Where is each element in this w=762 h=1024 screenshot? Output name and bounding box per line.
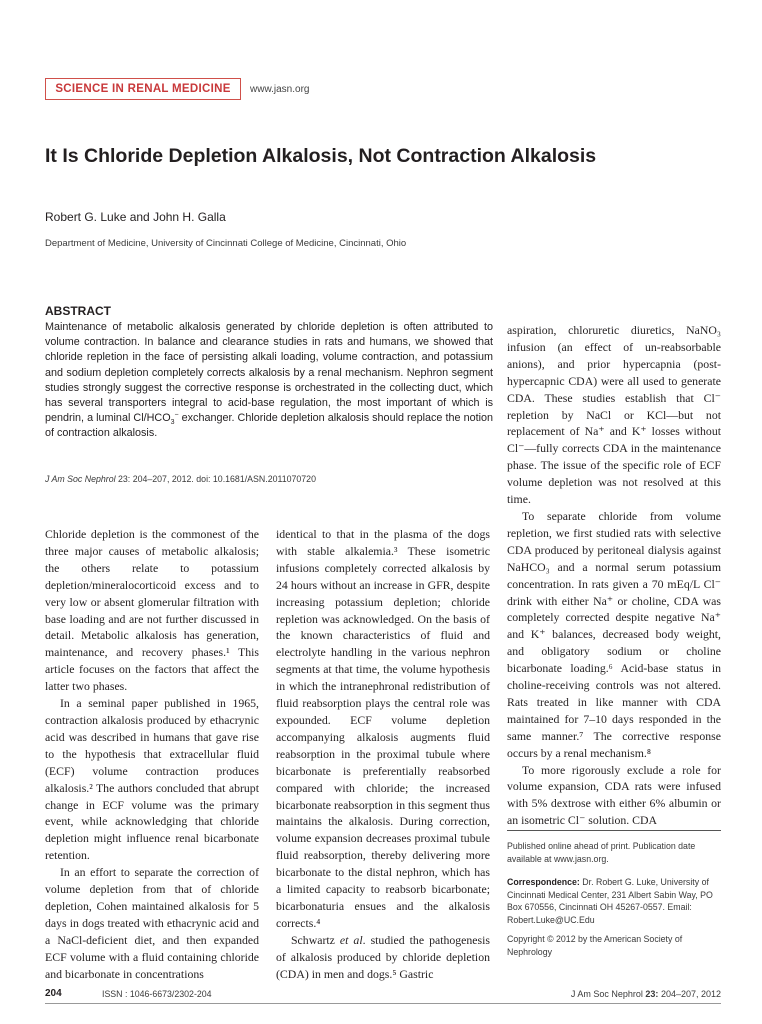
body-paragraph: In an effort to separate the correction of volume depletion from that of chloride depletion, Cohen maintained alkalosis for 5 days in dogs treated with ethacrynic acid and a NaCl-deficient diet, and then expanded ECF volume with a fluid containing chloride and bicarbonate in concentrations (45, 865, 259, 981)
article-authors: Robert G. Luke and John H. Galla (45, 210, 226, 224)
journal-ref-volume: 23: (645, 989, 659, 999)
paragraph-italic: et al (339, 932, 363, 947)
abstract-body (45, 320, 493, 442)
citation-journal: J Am Soc Nephrol (45, 474, 116, 484)
body-paragraph: To more rigorously exclude a role for volume expansion, CDA rats were infused with 5% dextrose with either 6% albumin or an isometric Cl⁻ solution. CDA (507, 762, 721, 828)
correspondence-text: Dr. Robert G. Luke, University of Cincinnati Medical Center, 231 Albert Sabin Way, PO Box 670556, Cincinnati OH 45267-0557. Email: Robert.Luke@UC.Edu (507, 877, 713, 925)
journal-reference (571, 989, 721, 999)
abstract-superscript: − (174, 411, 179, 419)
abstract-citation (45, 474, 316, 484)
article-title: It Is Chloride Depletion Alkalosis, Not Contraction Alkalosis (45, 145, 597, 167)
body-paragraph: aspiration, chloruretic diuretics, NaNO₃ infusion (an effect of un-reabsorbable anions), and prior hypercapnia (post-hypercapnic CDA) were all used to generate CDA. These studies establish that Cl⁻ repletion by NaCl or KCl—but not replacement of Na⁺ and K⁺ losses without Cl⁻—fully corrects CDA in the maintenance phase. The issue of the specific role of ECF volume depletion was not resolved at this time. (507, 323, 721, 507)
abstract-text-part-a: Maintenance of metabolic alkalosis generated by chloride depletion is often attributed to volume contraction. In balance and clearance studies in rats and humans, we showed that chloride repletion in the face of persisting alkali loading, volume contraction, and potassium and sodium depletion completely corrects alkalosis by a renal mechanism. Nephron segment studies strongly suggest the corrective response is orchestrated in the collecting duct, which has several transporters integral to acid-base regulation, the most important of which is pendrin, a luminal Cl/HCO (45, 321, 493, 425)
body-column-1 (45, 526, 259, 982)
body-paragraph: To separate chloride from volume repletion, we first studied rats with selective CDA produced by peritoneal dialysis against NaHCO₃ and a normal serum potassium concentration. In rats given a 70 mEq/L Cl⁻ drink with either Na⁺ or choline, CDA was completely corrected despite negative Na⁺ and K⁺ balances, decreased body weight, and obligatory sodium or choline bicarbonate loading.⁶ Acid-base status in choline-receiving controls was not altered. Rats treated in like manner with CDA maintained for 7–10 days responded in the same manner.⁷ The corrective response occurs by a renal mechanism.⁸ (507, 508, 721, 760)
page-number: 204 (45, 988, 62, 999)
citation-details: 23: 204–207, 2012. doi: 10.1681/ASN.2011070720 (115, 474, 316, 484)
body-paragraph (276, 932, 490, 983)
body-paragraph: Chloride depletion is the commonest of the three major causes of metabolic alkalosis; the others relate to potassium depletion/mineralocorticoid excess and to very low or absent glomerular filtration with base loading and are not further discussed in detail. Metabolic alkalosis has generation, maintenance, and recovery phases.¹ This article focuses on the factors that affect the latter two phases. (45, 527, 259, 694)
section-tag: SCIENCE IN RENAL MEDICINE (45, 78, 241, 100)
abstract-text-part-b: exchanger. Chloride depletion alkalosis should replace the notion of contraction alkalosis. (45, 412, 493, 440)
journal-ref-name: J Am Soc Nephrol (570, 989, 646, 999)
author-affiliation: Department of Medicine, University of Cincinnati College of Medicine, Cincinnati, Ohio (45, 238, 407, 249)
body-paragraph: identical to that in the plasma of the dogs with stable alkalemia.³ These isometric infusions completely corrected alkalosis by 24 hours without an increase in GFR, despite increasing potassium depletion; chloride repletion was acknowledged. On the basis of the known characteristics of fluid and electrolyte handling in the various nephron segments at that time, the volume hypothesis in which the intranephronal redistribution of fluid reabsorption plays the central role was expounded. ECF volume depletion accompanying alkalosis augments fluid reabsorption in the proximal tubule where bicarbonate is preferentially reabsorbed compared with chloride; the increased bicarbonate reabsorption in this segment thus maintains the alkalosis. During correction, volume expansion decreases proximal tubule fluid reabsorption, thereby delivering more bicarbonate to the distal nephron, which has a limited capacity to reabsorb bicarbonate; bicarbonaturia ensues and the alkalosis corrects.⁴ (276, 527, 490, 930)
footer-divider (45, 1003, 721, 1004)
abstract-heading: ABSTRACT (45, 304, 111, 318)
journal-ref-pages: 204–207, 2012 (658, 989, 721, 999)
sidebar-divider (507, 830, 721, 831)
paragraph-text-a: Schwartz (291, 932, 340, 947)
copyright-note: Copyright © 2012 by the American Society of Nephrology (507, 934, 683, 957)
body-column-2 (276, 526, 490, 982)
body-paragraph: In a seminal paper published in 1965, contraction alkalosis produced by ethacrynic acid was described in humans that gave rise to the hypothesis that extracellular fluid (ECF) volume contraction produces alkalosis.² The authors concluded that abrupt change in ECF volume was the primary event, while acknowledging that chloride depletion might influence renal bicarbonate retention. (45, 696, 259, 863)
publication-note: Published online ahead of print. Publication date available at www.jasn.org. (507, 841, 696, 864)
abstract-subscript: 3 (170, 419, 175, 427)
journal-website: www.jasn.org (250, 84, 310, 95)
correspondence-label: Correspondence: (507, 877, 580, 887)
issn: ISSN : 1046-6673/2302-204 (102, 989, 212, 999)
body-column-3 (507, 322, 721, 829)
correspondence-note (507, 876, 721, 926)
paragraph-text-b: . studied the pathogenesis of alkalosis produced by chloride depletion (CDA) in men and dogs.⁵ Gastric (276, 932, 491, 981)
